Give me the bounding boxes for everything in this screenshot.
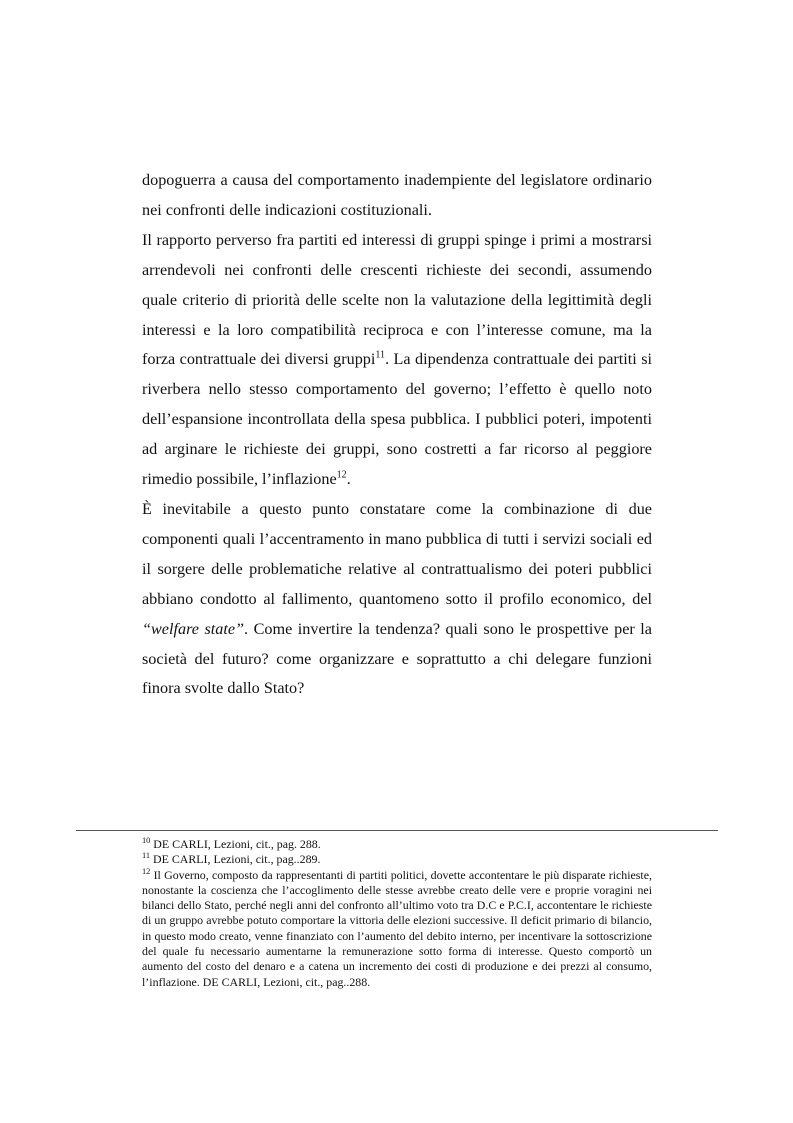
footnotes bbox=[142, 837, 652, 990]
paragraph bbox=[142, 166, 652, 226]
text-run: dopoguerra a causa del comportamento inadempiente del legislatore ordinario nei confronti delle indicazioni costituzionali. bbox=[142, 171, 652, 219]
footnote-ref: 12 bbox=[336, 469, 347, 481]
footnote-text: Il Governo, composto da rappresentanti di partiti politici, dovette accontentare le più disparate richieste, nonostante la coscienza che l’accoglimento delle stesse avrebbe creato delle vere e proprie voragini nei bilanci dello Stato, perché negli anni del confronto all’ultimo voto tra D.C e P.C.I, accontentare le richieste di un gruppo avrebbe potuto comportare la vittoria delle elezioni successive. Il deficit primario di bilancio, in questo modo creato, venne finanziato con l’aumento del debito interno, per incentivare la sottoscrizione del quale fu necessario aumentarne la remunerazione sotto forma di interesse. Questo comportò un aumento del costo del denaro e a catena un incremento dei costi di produzione e dei prezzi al consumo, l’inflazione. DE CARLI, Lezioni, cit., pag..288. bbox=[142, 867, 652, 989]
text-run: . bbox=[346, 470, 351, 489]
footnote-text: DE CARLI, Lezioni, cit., pag..289. bbox=[150, 852, 321, 867]
footnote bbox=[142, 837, 652, 852]
text-run: . La dipendenza contrattuale dei partiti si riverbera nello stesso comportamento del governo; l’effetto è quello noto dell’espansione incontrollata della spesa pubblica. I pubblici poteri, impotenti ad arginare le richieste dei gruppi, sono costretti a far ricorso al peggiore rimedio possibile, l’inflazione bbox=[142, 350, 652, 489]
text-run: . Come invertire la tendenza? quali sono le prospettive per la società del futuro? come organizzare e soprattutto a chi delegare funzioni finora svolte dallo Stato? bbox=[142, 619, 652, 698]
footnote bbox=[142, 868, 652, 990]
footnote-ref: 11 bbox=[375, 350, 386, 362]
text-run: Il rapporto perverso fra partiti ed interessi di gruppi spinge i primi a mostrarsi arrendevoli nei confronti delle crescenti richieste dei secondi, assumendo quale criterio di priorità delle scelte non la valutazione della legittimità degli interessi e la loro compatibilità reciproca e con l’interesse comune, ma la forza contrattuale dei diversi gruppi bbox=[142, 230, 652, 369]
footnote-text: DE CARLI, Lezioni, cit., pag. 288. bbox=[150, 837, 321, 851]
italic-term: “welfare state” bbox=[142, 619, 245, 638]
footnote-number: 10 bbox=[142, 836, 151, 846]
paragraph bbox=[142, 226, 652, 495]
footnote-number: 11 bbox=[142, 851, 151, 861]
footnote bbox=[142, 852, 652, 867]
text-run: È inevitabile a questo punto constatare come la combinazione di due componenti quali l’accentramento in mano pubblica di tutti i servizi sociali ed il sorgere delle problematiche relative al contrattualismo dei poteri pubblici abbiano condotto al fallimento, quantomeno sotto il profilo economico, del bbox=[142, 499, 652, 608]
footnote-separator bbox=[76, 830, 718, 831]
paragraph bbox=[142, 495, 652, 704]
body-text bbox=[142, 166, 652, 704]
footnote-number: 12 bbox=[142, 866, 151, 876]
